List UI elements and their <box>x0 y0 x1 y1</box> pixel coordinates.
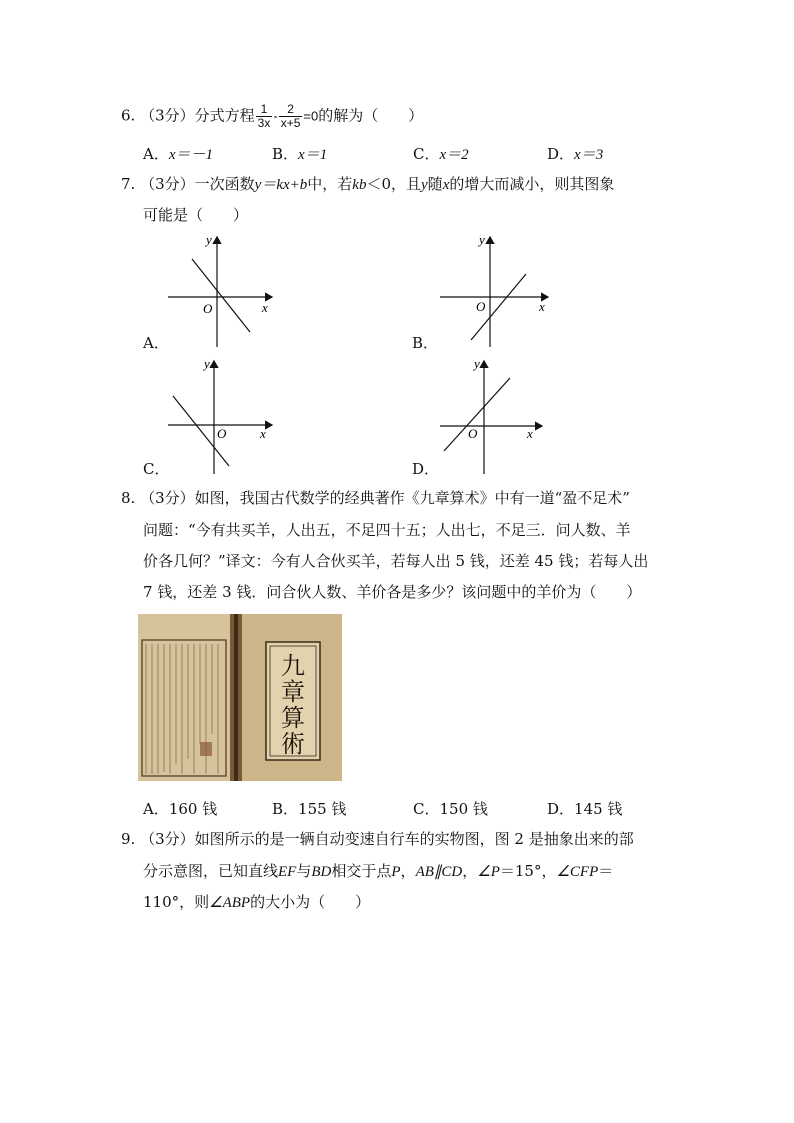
q8-option-b <box>272 799 346 819</box>
q6-stem <box>121 103 423 130</box>
q9-angle-cfp: ∠CFP <box>556 864 599 880</box>
y-label: y <box>206 232 212 247</box>
q6-score: （3分） <box>140 106 195 125</box>
q6-stem-after: 的解为（ ） <box>318 106 424 125</box>
q8-stem-line1 <box>121 488 630 508</box>
q9-text-2a: 分示意图，已知直线 <box>143 862 279 880</box>
y-label: y <box>479 232 485 247</box>
q7-number: 7. <box>121 175 136 193</box>
q7-graph-b <box>438 232 558 352</box>
q6-option-c <box>413 144 469 165</box>
q7-stem-line2: 可能是（ ） <box>143 206 249 224</box>
q8-option-c-label: C． <box>413 800 440 818</box>
q8-score: （3分） <box>140 489 195 507</box>
q9-angle-p: ∠P <box>477 864 500 880</box>
q9-score: （3分） <box>140 830 195 848</box>
q6-option-b-text: x＝1 <box>298 147 328 163</box>
q6-option-c-label: C． <box>413 145 440 163</box>
q7-graph-a <box>166 232 286 352</box>
q7-graph-a-svg <box>166 232 286 352</box>
q7-text-c: ＜0，且 <box>366 175 421 193</box>
q8-stem-line2: 问题：“今有共买羊，人出五，不足四十五；人出七，不足三．问人数、羊 <box>143 521 631 539</box>
q7-graph-c-label: C． <box>143 460 170 478</box>
q6-frac1-den: 3x <box>257 116 271 130</box>
q7-score: （3分） <box>140 175 195 193</box>
q7-function: y＝kx+b <box>254 177 308 193</box>
q7-graph-d <box>438 356 558 476</box>
book-photo <box>138 614 342 781</box>
q7-text-e: 的增大而减小，则其图象 <box>449 175 615 193</box>
q8-option-d <box>547 799 622 819</box>
q6-option-a-text: x＝－1 <box>168 147 214 163</box>
q9-stem-line3 <box>143 892 370 913</box>
q6-option-d-text: x＝3 <box>574 147 604 163</box>
q6-minus: - <box>273 108 278 124</box>
q7-y-var: y <box>421 177 428 193</box>
book-title-char-3: 算 <box>281 704 305 732</box>
q9-text-3b: 的大小为（ ） <box>250 893 371 911</box>
q9-ef: EF <box>278 864 297 880</box>
q8-stem-line4: 7 钱，还差 3 钱．问合伙人数、羊价各是多少？该问题中的羊价为（ ） <box>143 583 642 601</box>
q8-option-b-text: 155 钱 <box>298 800 347 818</box>
q8-text-1: 如图，我国古代数学的经典著作《九章算术》中有一道“盈不足术” <box>194 489 630 507</box>
q6-option-a-label: A． <box>143 145 169 163</box>
q8-number: 8. <box>121 489 136 507</box>
origin-label: O <box>476 299 486 314</box>
x-label: x <box>260 426 266 441</box>
q9-stem-line2 <box>143 861 613 882</box>
x-label: x <box>539 299 545 314</box>
q6-option-c-text: x＝2 <box>439 147 469 163</box>
q7-graph-b-svg <box>438 232 558 352</box>
book-title-char-2: 章 <box>281 678 305 706</box>
q9-angle-abp: ∠ABP <box>209 895 251 911</box>
q7-graph-a-label: A． <box>143 334 169 352</box>
q9-text-2c: 相交于点 <box>331 862 392 880</box>
q9-text-3a: 110°，则 <box>143 893 210 911</box>
q8-option-b-label: B． <box>272 800 299 818</box>
q9-ab-parallel-cd: AB∥CD <box>415 864 463 880</box>
q8-option-a-label: A． <box>143 800 169 818</box>
q7-kb: kb <box>352 177 367 193</box>
q9-text-2d: ， <box>400 862 416 880</box>
q6-frac2-num: 2 <box>279 103 303 117</box>
q6-fraction-1 <box>256 103 273 130</box>
y-label: y <box>204 356 210 371</box>
q6-number: 6. <box>121 106 136 125</box>
q9-text-2e: ， <box>462 862 478 880</box>
book-photo-svg <box>138 614 342 781</box>
q7-graph-c <box>166 356 286 476</box>
q8-option-a-text: 160 钱 <box>168 800 218 818</box>
q7-text-b: 中，若 <box>307 175 353 193</box>
q9-p: P <box>391 864 401 880</box>
origin-label: O <box>203 301 213 316</box>
q8-option-d-text: 145 钱 <box>574 800 623 818</box>
q6-stem-before: 分式方程 <box>194 106 255 125</box>
q6-fraction-2 <box>279 103 303 130</box>
q6-option-b <box>272 144 327 165</box>
q9-text-2g: ＝ <box>598 862 614 880</box>
function-line <box>192 259 250 332</box>
q9-text-2b: 与 <box>296 862 312 880</box>
q8-option-a <box>143 799 217 819</box>
origin-label: O <box>217 426 227 441</box>
y-label: y <box>474 356 480 371</box>
q6-option-b-label: B． <box>272 145 299 163</box>
book-title-char-4: 術 <box>281 730 305 758</box>
q7-x-var: x <box>442 177 450 193</box>
q6-frac1-num: 1 <box>256 103 273 117</box>
q8-option-d-label: D． <box>547 800 575 818</box>
q6-frac2-den: x+5 <box>280 116 301 130</box>
q7-graph-b-label: B． <box>412 334 439 352</box>
x-label: x <box>262 300 268 315</box>
q9-number: 9. <box>121 830 136 848</box>
q7-stem-line1 <box>121 174 614 195</box>
origin-label: O <box>468 426 478 441</box>
x-label: x <box>527 426 533 441</box>
q6-option-a <box>143 144 213 165</box>
q9-text-1: 如图所示的是一辆自动变速自行车的实物图，图 2 是抽象出来的部 <box>194 830 634 848</box>
q6-option-d <box>547 144 603 165</box>
q7-text-d: 随 <box>427 175 443 193</box>
q8-option-c <box>413 799 488 819</box>
q7-graph-d-label: D． <box>412 460 440 478</box>
q9-stem-line1 <box>121 829 634 849</box>
q7-graph-d-svg <box>438 356 558 476</box>
q9-bd: BD <box>311 864 332 880</box>
q6-equals-zero: =0 <box>303 108 319 124</box>
q9-text-2f: ＝15°， <box>499 862 557 880</box>
q7-text-a: 一次函数 <box>194 175 255 193</box>
q8-stem-line3: 价各几何？”译文：今有人合伙买羊，若每人出 5 钱，还差 45 钱；若每人出 <box>143 552 649 570</box>
q7-graph-c-svg <box>166 356 286 476</box>
q6-option-d-label: D． <box>547 145 575 163</box>
q8-option-c-text: 150 钱 <box>439 800 488 818</box>
book-title-char-1: 九 <box>281 652 305 680</box>
